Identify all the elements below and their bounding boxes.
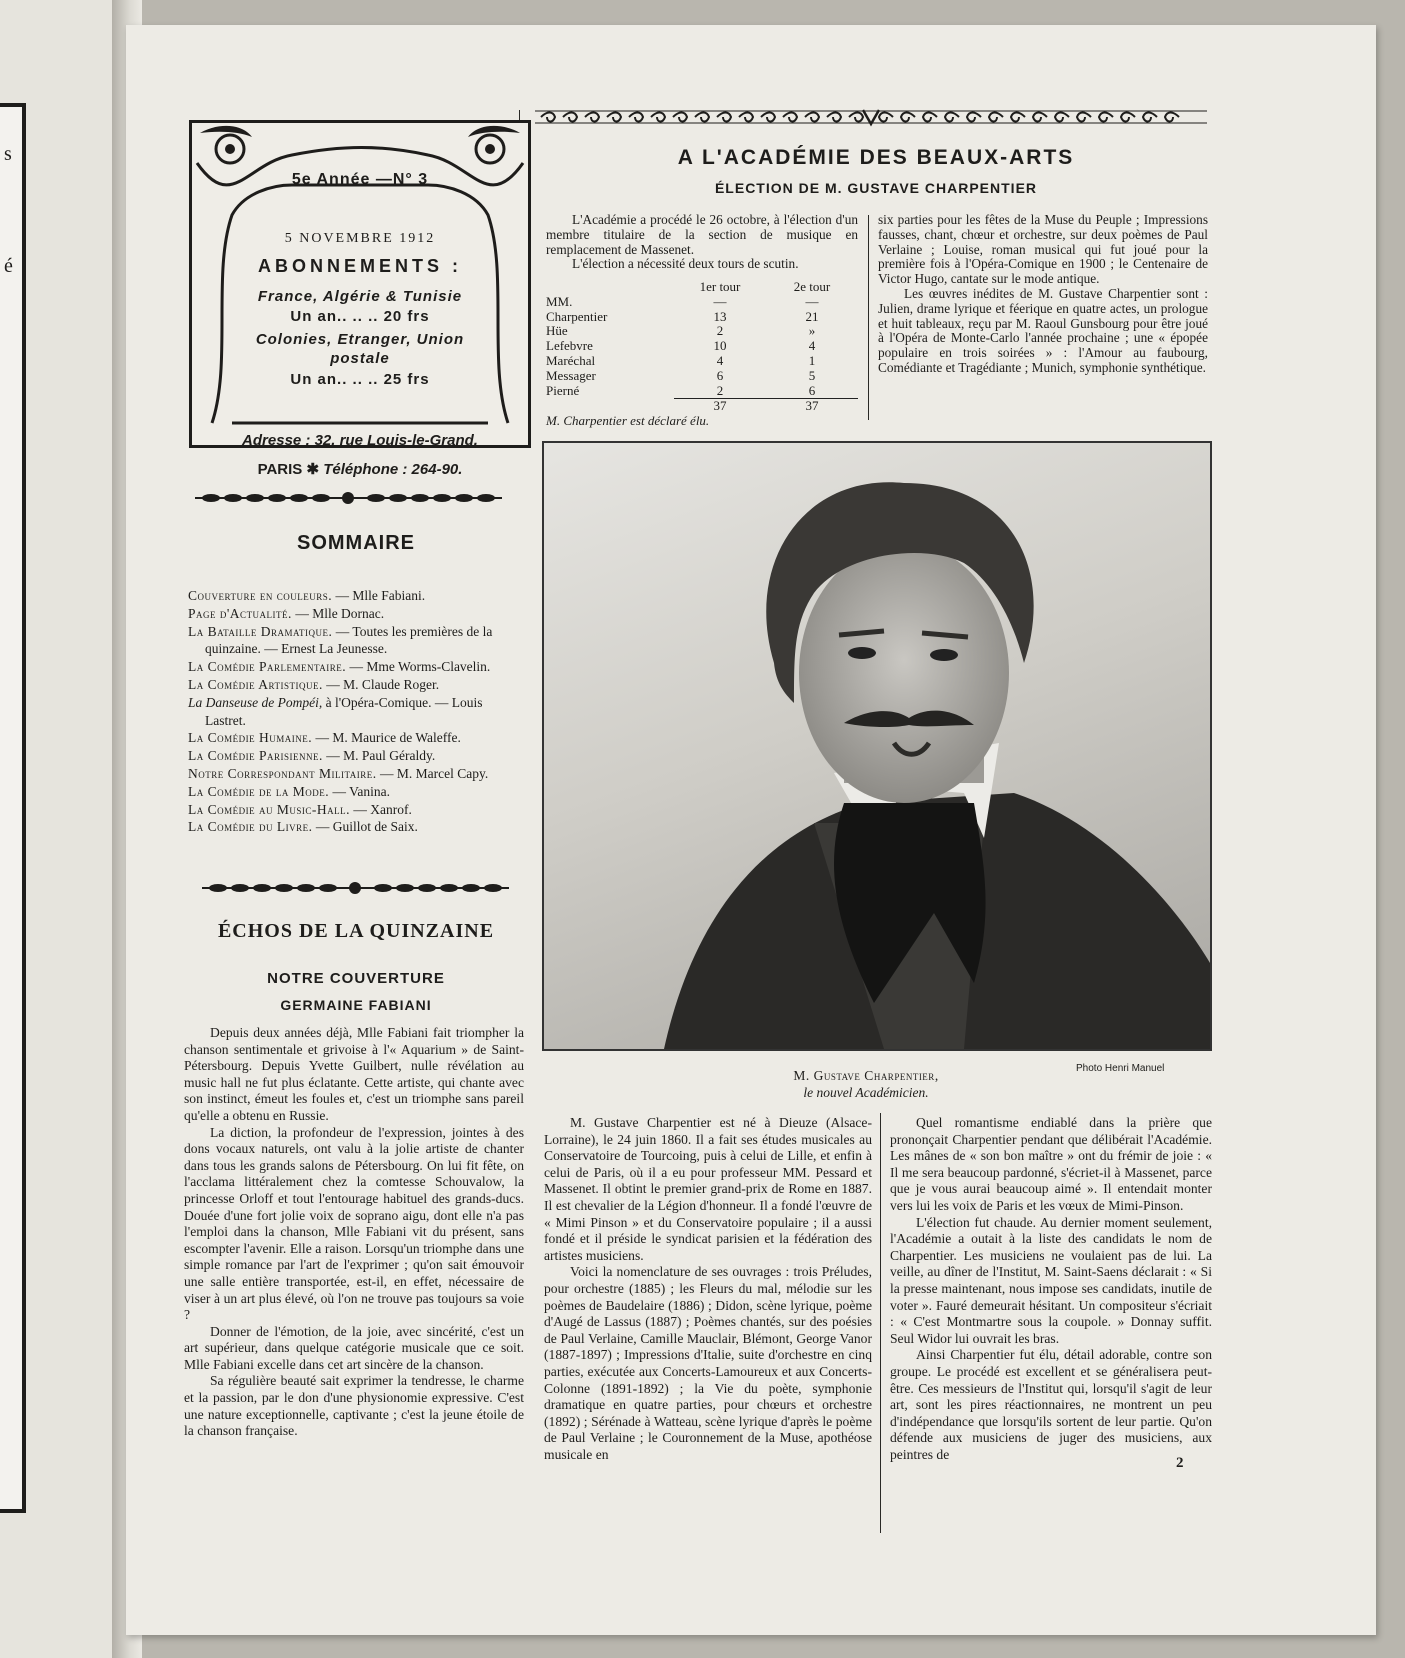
tour-header: 2e tour (793, 279, 831, 294)
photo-caption (686, 1067, 1046, 1101)
vote-results-table: 1er tour 2e tour MM. — — Charpentier 13 21 Hüe 2 » Lefebvre 10 4 Maréchal 4 1 Messager 6 5 Pierné 2 6 37 37 M. Charpentier est déclaré élu. (546, 280, 858, 429)
toc-item[interactable]: La Danseuse de Pompéi, à l'Opéra-Comique. — Louis Lastret. (188, 694, 483, 728)
paragraph: Sa régulière beauté sait exprimer la tendresse, le charme et la passion, par le don d'une physionomie expressive. C'est une nature exceptionnelle, captivante ; c'est la jeune étoile de la chanson française. (184, 1373, 524, 1439)
scroll-ornament-element (629, 113, 643, 122)
caption-name: M. Gustave Charpentier, (793, 1068, 939, 1083)
page-number: 2 (1176, 1455, 1184, 1471)
scroll-ornament-element (805, 113, 819, 122)
scroll-ornament-element (1143, 113, 1157, 122)
paragraph: Voici la nomenclature de ses ouvrages : trois Préludes, pour orchestre (1885) ; les Fleurs du mal, mélodie sur les poèmes de Baudelaire (1886) ; Didon, scène lyrique, poème d'Augé de Lassus (1887) ; Poèmes chantés, sur des poésies de Paul Verlaine, Camille Mauclair, Blémont, George Vanor (1887-1897) ; Impressions d'Italie, suite d'orchestre en cinq parties, exécutée aux Concerts-Lamoureux et aux Concerts-Colonne (1891-1892) ; la Vie du poète, symphonie dramatique en quatre parties, pour chœurs et orchestre (1892) ; Sérénade à Watteau, scène lyrique d'après le poème de Paul Verlaine ; le Couronnement de la Muse, apothéose musicale en (544, 1264, 872, 1462)
academie-title: A L'ACADÉMIE DES BEAUX-ARTS (677, 146, 1075, 169)
scroll-ornament-center (863, 110, 879, 124)
colonies-rate-label-2: postale (330, 350, 390, 367)
paragraph: L'élection a nécessité deux tours de scutin. (572, 256, 799, 272)
subscription-box (189, 120, 531, 448)
scroll-ornament-element (607, 113, 621, 122)
toc-item[interactable]: Couverture en couleurs. — Mlle Fabiani. (188, 588, 426, 603)
toc-item[interactable]: La Comédie de la Mode. — Vanina. (188, 783, 390, 799)
academie-intro (546, 213, 858, 272)
paragraph: six parties pour les fêtes de la Muse du Peuple ; Impressions fausses, chant, chœur et orchestre, sur deux poèmes de Paul Verlaine ; Louise, roman musical qui fut joué pour la première fois à l'Opéra-Comique en 1900 ; le Centenaire de Victor Hugo, cantate sur le mode antique. (878, 212, 1208, 287)
total-row: 37 37 (546, 399, 858, 414)
echos-article (184, 1025, 524, 1440)
table-row: Pierné 2 6 (546, 382, 816, 398)
subscriptions-title: ABONNEMENTS : (258, 256, 462, 276)
scroll-ornament-element (695, 113, 709, 122)
scroll-ornament-element (879, 113, 893, 122)
address-line (189, 432, 531, 449)
scroll-ornament-element (1055, 113, 1069, 122)
election-result: M. Charpentier est déclaré élu. (546, 413, 710, 429)
france-rate-price: Un an.. .. .. 20 frs (290, 308, 430, 325)
toc-item[interactable]: La Comédie Artistique. — M. Claude Roger. (188, 676, 440, 692)
phone-text: Téléphone : 264-90. (323, 461, 463, 478)
toc-item[interactable]: La Comédie du Livre. — Guillot de Saix. (188, 819, 418, 835)
portrait-illustration (544, 443, 1210, 1049)
table-row: Lefebvre 10 4 (546, 338, 816, 354)
scroll-ornament-element (1011, 113, 1025, 122)
scroll-ornament-element (673, 113, 687, 122)
column-rule (880, 1113, 881, 1533)
paragraph: Donner de l'émotion, de la joie, avec sincérité, c'est un art supérieur, dans quelque catégorie musicale que ce soit. Mlle Fabiani excelle dans cet art sincère de la chanson. (184, 1323, 524, 1372)
scroll-ornament-element (967, 113, 981, 122)
academie-works (878, 213, 1208, 376)
paragraph: L'Académie a procédé le 26 octobre, à l'élection d'un membre titulaire de la section de musique en remplacement de Massenet. (546, 212, 858, 257)
scroll-ornament-element (1165, 113, 1179, 122)
scroll-ornament-element (541, 113, 555, 122)
toc-item[interactable]: La Comédie au Music-Hall. — Xanrof. (188, 801, 412, 817)
scroll-ornament-element (989, 113, 1003, 122)
address-text: Adresse : 32, rue Louis-le-Grand. (242, 432, 478, 449)
scroll-ornament-element (1099, 113, 1113, 122)
toc-item[interactable]: La Comédie Parisienne. — M. Paul Géraldy. (188, 748, 436, 764)
tour-header: 1er tour (699, 279, 741, 294)
caption-role: le nouvel Académicien. (803, 1085, 929, 1100)
biography-article (544, 1115, 872, 1463)
previous-page-frame (0, 103, 26, 1513)
paragraph: La diction, la profondeur de l'expression, jointes à des dons vocaux naturels, ont valu à la jolie artiste de chanter dans tous les grands salons de Pétersbourg. On lui fit fête, on l'acclama littéralement chez la comtesse Schouvalow, la princesse Orloff et tout l'entourage habituel des grands-ducs. Douée d'une fort jolie voix de soprano aigu, dont elle n'a pas l'emploi dans la chanson, Mlle Fabiani vit du présent, sans escompter l'avenir. Elle a raison. Lorsqu'un triomphe dans une simple romance par l'art de l'exprimer ; qu'on sait émouvoir une salle entière transportée, est-il, en effet, nécessaire de viser à un art plus élevé, où l'on ne trouve pas toujours sa voie ? (184, 1124, 524, 1323)
scroll-ornament-element (717, 113, 731, 122)
echos-subtitle: NOTRE COUVERTURE (267, 970, 445, 987)
photo-credit: Photo Henri Manuel (1076, 1063, 1165, 1074)
issue-number: 5e Année —N° 3 (291, 171, 429, 188)
star-icon: ✱ (306, 461, 324, 478)
leaf-ornament (198, 880, 513, 896)
scroll-ornament-element (739, 113, 753, 122)
sommaire-title: SOMMAIRE (297, 532, 415, 554)
scroll-ornament-element (1033, 113, 1047, 122)
magazine-page (126, 25, 1376, 1635)
scroll-ornament-element (1077, 113, 1091, 122)
paragraph: Les œuvres inédites de M. Gustave Charpentier sont : Julien, drame lyrique et féerique en quatre actes, un prologue et huit tableaux, reçu par M. Raoul Gunsbourg pour être joué à l'Opéra de Monte-Carlo l'année prochaine ; une « épopée populaire en trois soirées » : l'Amour au faubourg, Comédiante et Tragédiante ; Munich, symphonie synthétique. (878, 285, 1208, 375)
academie-subtitle: ÉLECTION DE M. GUSTAVE CHARPENTIER (714, 180, 1038, 196)
scroll-ornament-element (585, 113, 599, 122)
scroll-ornament-element (945, 113, 959, 122)
table-row: Charpentier 13 21 (546, 308, 819, 324)
scroll-ornament-element (783, 113, 797, 122)
election-commentary (890, 1115, 1212, 1463)
city-label: PARIS (257, 461, 303, 478)
paragraph: M. Gustave Charpentier est né à Dieuze (Alsace-Lorraine), le 24 juin 1860. Il a fait ses études musicales au Conservatoire de Tourcoing, puis à celui de Lille, et enfin à celui de Paris, où il a eu pour professeur MM. Pessard et Massenet. Il obtint le premier grand-prix de Rome en 1887. Il est chevalier de la Légion d'honneur. Il a fondé l'œuvre de « Mimi Pinson » et du Conservatoire populaire ; il a aussi fondé et il préside le syndicat parisien et la fédération des artistes musiciens. (544, 1115, 872, 1263)
toc-item[interactable]: La Bataille Dramatique. — Toutes les premières de la quinzaine. — Ernest La Jeunesse. (188, 623, 493, 657)
scroll-ornament-element (901, 113, 915, 122)
scroll-ornament-element (761, 113, 775, 122)
previous-page-letter: s (4, 143, 12, 165)
toc-item[interactable]: Page d'Actualité. — Mlle Dornac. (188, 605, 385, 621)
scroll-ornament-element (849, 113, 863, 122)
toc-item[interactable]: La Comédie Parlementaire. — Mme Worms-Clavelin. (188, 659, 491, 675)
mm-label: MM. (546, 293, 573, 309)
previous-page-letter: é (4, 255, 13, 277)
echos-subtitle-name: GERMAINE FABIANI (280, 997, 432, 1013)
paragraph: Depuis deux années déjà, Mlle Fabiani fait triompher la chanson sentimentale et grivoise à l'« Aquarium » de Saint-Pétersbourg. Depuis Yvette Guilbert, nulle révélation au music hall ne fut plus éclatante. Cette artiste, qui chante avec son instinct, émeut les foules et, c'est un triomphe sans pareil qu'elle a obtenu en Russie. (184, 1025, 524, 1123)
column-rule (868, 215, 869, 420)
table-row: Messager 6 5 (546, 367, 816, 383)
table-of-contents (188, 587, 523, 836)
phone-line (189, 460, 531, 478)
paragraph: Quel romantisme endiablé dans la prière que prononçait Charpentier pendant que délibérait l'Académie. Les mânes de « son bon maître » ont du frémir de joie : « Il me sera beaucoup pardonné, s'écriet-il à Massenet, parce que je vous aurai beaucoup aimé ». Il entendait monter vers lui les voix de Paris et les vœux de Mimi-Pinson. (890, 1115, 1212, 1213)
issue-date: 5 NOVEMBRE 1912 (284, 231, 436, 246)
echos-title: ÉCHOS DE LA QUINZAINE (217, 920, 495, 942)
paragraph: L'élection fut chaude. Au dernier moment seulement, l'Académie a outait à la liste des candidats le nom de Charpentier. Les musiciens ne voulaient pas de lui. La veille, au dîner de l'Institut, M. Saint-Saens déclarait : « Si la presse maintenant, nous impose ses candidats, inutile de voter ». Fauré demeurait hésitant. Un compositeur s'écriait : « C'est Montmartre sous la coupole. » Donnay suffit. Seul Widor lui ouvrait les bras. (890, 1214, 1212, 1346)
scroll-ornament-element (923, 113, 937, 122)
scroll-ornament (531, 107, 1211, 127)
table-row: Maréchal 4 1 (546, 352, 816, 368)
scroll-ornament-element (1121, 113, 1135, 122)
scroll-ornament-element (651, 113, 665, 122)
toc-item[interactable]: Notre Correspondant Militaire. — M. Marcel Capy. (188, 765, 489, 781)
colonies-rate-price: Un an.. .. .. 25 frs (290, 371, 430, 388)
table-row: Hüe 2 » (546, 323, 816, 339)
paragraph: Ainsi Charpentier fut élu, détail adorable, contre son groupe. Le procédé est excellent et se généralisera peut-être. Ces messieurs de l'Institut qui, lorsqu'il s'agit de leur art, sont les pires réactionnaires, ne montrent un peu d'indépendance que lorsqu'ils sortent de leur partie. Qu'on défende aux musiciens de juger des musiciens, aux peintres de (890, 1347, 1212, 1462)
previous-page (0, 0, 130, 1658)
toc-item[interactable]: La Comédie Humaine. — M. Maurice de Waleffe. (188, 730, 461, 746)
france-rate-label: France, Algérie & Tunisie (257, 288, 463, 305)
scroll-ornament-element (827, 113, 841, 122)
portrait-photo (542, 441, 1212, 1051)
colonies-rate-label: Colonies, Etranger, Union (255, 331, 465, 348)
leaf-ornament (191, 490, 506, 506)
scroll-ornament-element (563, 113, 577, 122)
